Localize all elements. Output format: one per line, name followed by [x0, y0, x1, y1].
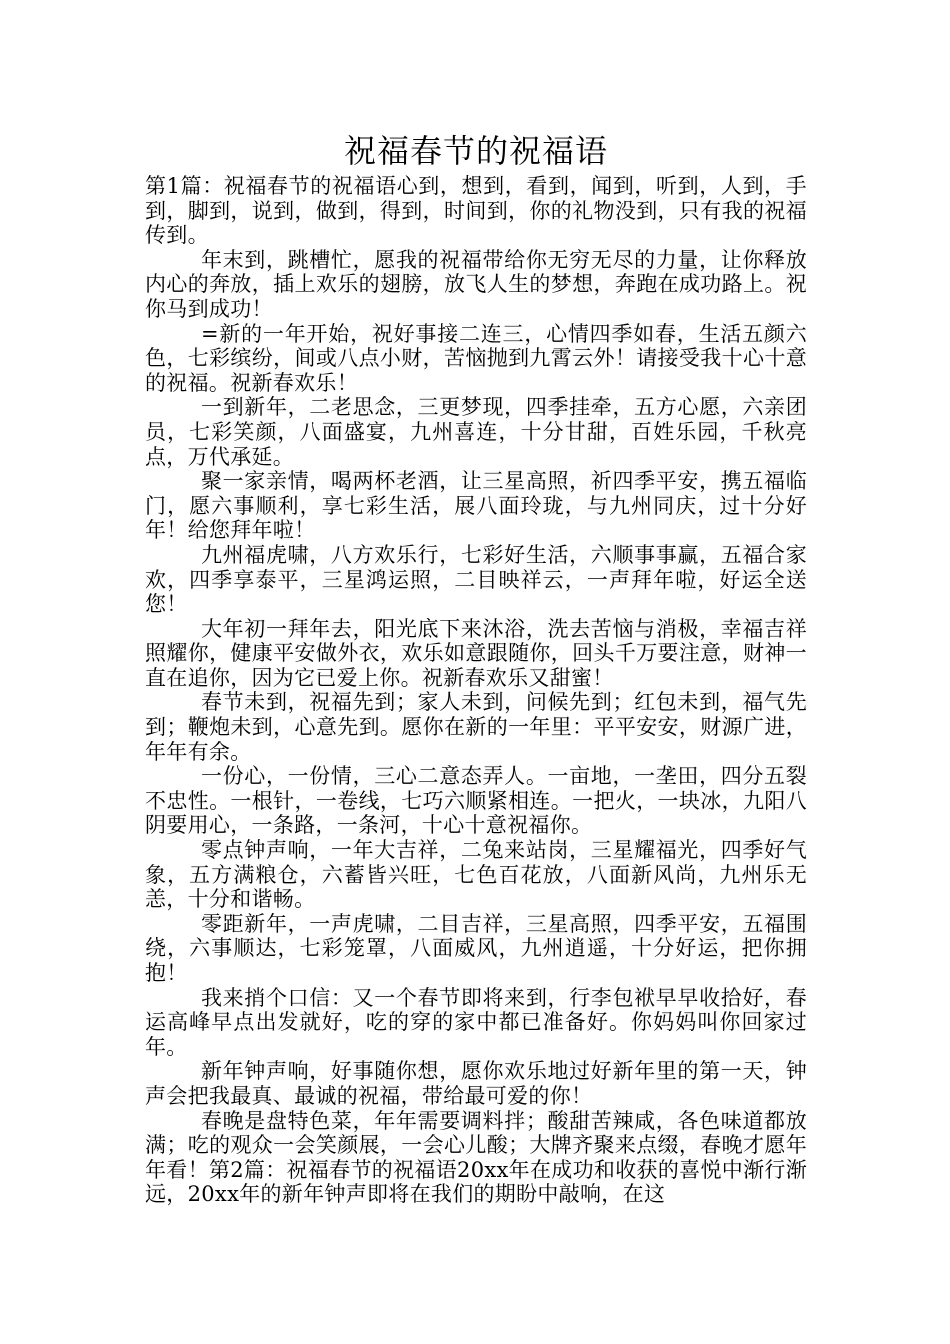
- paragraph: 春节未到，祝福先到；家人未到，问候先到；红包未到，福气先到；鞭炮未到，心意先到。愿你在新的一年里：平平安安，财源广进，年年有余。: [145, 690, 807, 764]
- paragraph: 春晚是盘特色菜，年年需要调料拌；酸甜苦辣咸，各色味道都放满；吃的观众一会笑颜展，一会心儿酸；大牌齐聚来点缀，春晚才愿年年看！第2篇：祝福春节的祝福语20xx年在成功和收获的喜悦中渐行渐远，20xx年的新年钟声即将在我们的期盼中敲响，在这: [145, 1108, 807, 1207]
- paragraph: 新年钟声响，好事随你想，愿你欢乐地过好新年里的第一天，钟声会把我最真、最诚的祝福，带给最可爱的你！: [145, 1059, 807, 1108]
- paragraph: 零点钟声响，一年大吉祥，二兔来站岗，三星耀福光，四季好气象，五方满粮仓，六蓄皆兴旺，七色百花放，八面新风尚，九州乐无恙，十分和谐畅。: [145, 838, 807, 912]
- paragraph: =新的一年开始，祝好事接二连三，心情四季如春，生活五颜六色，七彩缤纷，间或八点小财，苦恼抛到九霄云外！请接受我十心十意的祝福。祝新春欢乐！: [145, 321, 807, 395]
- paragraph: 我来捎个口信：又一个春节即将来到，行李包袱早早收拾好，春运高峰早点出发就好，吃的穿的家中都已准备好。你妈妈叫你回家过年。: [145, 985, 807, 1059]
- paragraph: 大年初一拜年去，阳光底下来沐浴，洗去苦恼与消极，幸福吉祥照耀你，健康平安做外衣，欢乐如意跟随你，回头千万要注意，财神一直在追你，因为它已爱上你。祝新春欢乐又甜蜜！: [145, 616, 807, 690]
- paragraph: 一份心，一份情，三心二意态弄人。一亩地，一垄田，四分五裂不忠性。一根针，一卷线，七巧六顺紧相连。一把火，一块冰，九阳八阴要用心，一条路，一条河，十心十意祝福你。: [145, 764, 807, 838]
- document-page: [145, 128, 807, 1207]
- paragraph: 聚一家亲情，喝两杯老酒，让三星高照，祈四季平安，携五福临门，愿六事顺利，享七彩生活，展八面玲珑，与九州同庆，过十分好年！给您拜年啦！: [145, 469, 807, 543]
- paragraph: 一到新年，二老思念，三更梦现，四季挂牵，五方心愿，六亲团员，七彩笑颜，八面盛宴，九州喜连，十分甘甜，百姓乐园，千秋亮点，万代承延。: [145, 395, 807, 469]
- paragraph: 第1篇：祝福春节的祝福语心到，想到，看到，闻到，听到，人到，手到，脚到，说到，做到，得到，时间到，你的礼物没到，只有我的祝福传到。: [145, 174, 807, 248]
- document-title: 祝福春节的祝福语: [343, 132, 608, 170]
- paragraph: 年末到，跳槽忙，愿我的祝福带给你无穷无尽的力量，让你释放内心的奔放，插上欢乐的翅膀，放飞人生的梦想，奔跑在成功路上。祝你马到成功！: [145, 247, 807, 321]
- paragraph: 九州福虎啸，八方欢乐行，七彩好生活，六顺事事赢，五福合家欢，四季享泰平，三星鸿运照，二目映祥云，一声拜年啦，好运全送您！: [145, 542, 807, 617]
- paragraph: 零距新年，一声虎啸，二目吉祥，三星高照，四季平安，五福围绕，六事顺达，七彩笼罩，八面威风，九州逍遥，十分好运，把你拥抱！: [145, 911, 807, 985]
